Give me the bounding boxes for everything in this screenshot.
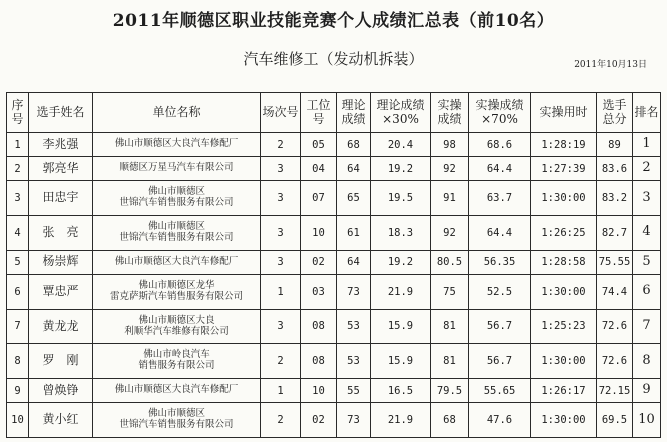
cell-practical-weighted: 68.6 — [469, 133, 531, 157]
cell-name: 曾焕铮 — [29, 379, 93, 403]
cell-org: 顺德区万星马汽车有限公司 — [93, 157, 261, 181]
cell-station: 10 — [301, 379, 337, 403]
cell-station: 02 — [301, 403, 337, 438]
cell-total: 74.4 — [597, 274, 633, 309]
cell-total: 69.5 — [597, 403, 633, 438]
cell-total: 72.6 — [597, 309, 633, 344]
cell-theory: 68 — [337, 133, 371, 157]
cell-name: 李兆强 — [29, 133, 93, 157]
cell-time: 1:28:58 — [531, 250, 597, 274]
report-date: 2011年10月13日 — [574, 60, 647, 70]
cell-org: 佛山市顺德区 世锦汽车销售服务有限公司 — [93, 216, 261, 251]
cell-name: 郭亮华 — [29, 157, 93, 181]
cell-theory: 73 — [337, 274, 371, 309]
header-time: 实操用时 — [531, 93, 597, 133]
cell-practical: 91 — [431, 181, 469, 216]
cell-index: 7 — [7, 309, 29, 344]
cell-time: 1:27:39 — [531, 157, 597, 181]
cell-practical-weighted: 56.35 — [469, 250, 531, 274]
cell-theory: 53 — [337, 309, 371, 344]
cell-index: 9 — [7, 379, 29, 403]
cell-theory-weighted: 16.5 — [371, 379, 431, 403]
cell-session: 3 — [261, 181, 301, 216]
cell-index: 4 — [7, 216, 29, 251]
cell-time: 1:30:00 — [531, 403, 597, 438]
header-row — [7, 93, 661, 133]
page-title: 2011年顺德区职业技能竞赛个人成绩汇总表（前10名） — [112, 11, 555, 31]
cell-practical-weighted: 63.7 — [469, 181, 531, 216]
header-org: 单位名称 — [93, 93, 261, 133]
table-row — [7, 309, 661, 344]
cell-rank: 10 — [633, 403, 661, 438]
cell-session: 3 — [261, 216, 301, 251]
table-row — [7, 181, 661, 216]
cell-total: 83.6 — [597, 157, 633, 181]
cell-practical: 68 — [431, 403, 469, 438]
cell-session: 2 — [261, 403, 301, 438]
cell-practical-weighted: 47.6 — [469, 403, 531, 438]
cell-time: 1:26:17 — [531, 379, 597, 403]
cell-theory: 61 — [337, 216, 371, 251]
cell-name: 罗 刚 — [29, 344, 93, 379]
table-row — [7, 403, 661, 438]
cell-org: 佛山市岭良汽车 销售服务有限公司 — [93, 344, 261, 379]
cell-time: 1:30:00 — [531, 181, 597, 216]
header-total: 选手总分 — [597, 93, 633, 133]
cell-station: 02 — [301, 250, 337, 274]
cell-total: 83.2 — [597, 181, 633, 216]
cell-rank: 4 — [633, 216, 661, 251]
cell-org: 佛山市顺德区大良汽车修配厂 — [93, 133, 261, 157]
cell-theory: 65 — [337, 181, 371, 216]
cell-theory: 55 — [337, 379, 371, 403]
cell-rank: 7 — [633, 309, 661, 344]
header-practical-weighted: 实操成绩×70% — [469, 93, 531, 133]
cell-practical: 81 — [431, 309, 469, 344]
cell-station: 10 — [301, 216, 337, 251]
cell-time: 1:30:00 — [531, 344, 597, 379]
cell-name: 田忠宇 — [29, 181, 93, 216]
cell-theory-weighted: 21.9 — [371, 403, 431, 438]
cell-theory: 64 — [337, 157, 371, 181]
cell-theory-weighted: 19.2 — [371, 250, 431, 274]
cell-theory-weighted: 19.5 — [371, 181, 431, 216]
cell-total: 82.7 — [597, 216, 633, 251]
cell-practical: 92 — [431, 157, 469, 181]
cell-rank: 2 — [633, 157, 661, 181]
cell-org: 佛山市顺德区 世锦汽车销售服务有限公司 — [93, 403, 261, 438]
cell-practical-weighted: 56.7 — [469, 344, 531, 379]
table-row — [7, 379, 661, 403]
cell-station: 03 — [301, 274, 337, 309]
cell-total: 72.6 — [597, 344, 633, 379]
cell-practical-weighted: 55.65 — [469, 379, 531, 403]
page-subtitle: 汽车维修工（发动机拆装） — [243, 50, 424, 68]
cell-session: 3 — [261, 309, 301, 344]
cell-time: 1:25:23 — [531, 309, 597, 344]
cell-theory-weighted: 15.9 — [371, 309, 431, 344]
cell-station: 08 — [301, 344, 337, 379]
cell-name: 覃忠严 — [29, 274, 93, 309]
cell-theory: 64 — [337, 250, 371, 274]
cell-rank: 8 — [633, 344, 661, 379]
cell-index: 10 — [7, 403, 29, 438]
cell-practical: 80.5 — [431, 250, 469, 274]
cell-rank: 1 — [633, 133, 661, 157]
cell-theory: 53 — [337, 344, 371, 379]
cell-time: 1:30:00 — [531, 274, 597, 309]
cell-session: 1 — [261, 379, 301, 403]
cell-name: 黄小红 — [29, 403, 93, 438]
header-station: 工位号 — [301, 93, 337, 133]
table-row — [7, 157, 661, 181]
cell-theory: 73 — [337, 403, 371, 438]
cell-practical-weighted: 64.4 — [469, 216, 531, 251]
header-practical: 实操成绩 — [431, 93, 469, 133]
cell-rank: 3 — [633, 181, 661, 216]
cell-name: 黄龙龙 — [29, 309, 93, 344]
cell-rank: 5 — [633, 250, 661, 274]
cell-practical: 81 — [431, 344, 469, 379]
cell-org: 佛山市顺德区大良 利顺华汽车维修有限公司 — [93, 309, 261, 344]
cell-practical-weighted: 56.7 — [469, 309, 531, 344]
table-row — [7, 250, 661, 274]
cell-session: 2 — [261, 344, 301, 379]
cell-index: 5 — [7, 250, 29, 274]
cell-index: 6 — [7, 274, 29, 309]
cell-station: 05 — [301, 133, 337, 157]
results-table — [6, 92, 661, 438]
table-row — [7, 344, 661, 379]
table-row — [7, 274, 661, 309]
cell-index: 8 — [7, 344, 29, 379]
cell-theory-weighted: 18.3 — [371, 216, 431, 251]
cell-org: 佛山市顺德区大良汽车修配厂 — [93, 379, 261, 403]
cell-theory-weighted: 15.9 — [371, 344, 431, 379]
cell-index: 3 — [7, 181, 29, 216]
cell-time: 1:26:25 — [531, 216, 597, 251]
header-index: 序号 — [7, 93, 29, 133]
cell-index: 1 — [7, 133, 29, 157]
cell-practical: 79.5 — [431, 379, 469, 403]
header-session: 场次号 — [261, 93, 301, 133]
cell-index: 2 — [7, 157, 29, 181]
cell-session: 2 — [261, 133, 301, 157]
header-theory-weighted: 理论成绩×30% — [371, 93, 431, 133]
table-row — [7, 133, 661, 157]
cell-station: 07 — [301, 181, 337, 216]
cell-name: 张 亮 — [29, 216, 93, 251]
cell-theory-weighted: 20.4 — [371, 133, 431, 157]
cell-theory-weighted: 21.9 — [371, 274, 431, 309]
cell-session: 1 — [261, 274, 301, 309]
header-rank: 排名 — [633, 93, 661, 133]
table-row — [7, 216, 661, 251]
cell-practical: 92 — [431, 216, 469, 251]
cell-station: 04 — [301, 157, 337, 181]
cell-total: 75.55 — [597, 250, 633, 274]
cell-rank: 6 — [633, 274, 661, 309]
cell-practical: 98 — [431, 133, 469, 157]
cell-practical-weighted: 64.4 — [469, 157, 531, 181]
cell-practical-weighted: 52.5 — [469, 274, 531, 309]
cell-org: 佛山市顺德区大良汽车修配厂 — [93, 250, 261, 274]
cell-org: 佛山市顺德区 世锦汽车销售服务有限公司 — [93, 181, 261, 216]
header-theory: 理论成绩 — [337, 93, 371, 133]
cell-practical: 75 — [431, 274, 469, 309]
cell-name: 杨崇辉 — [29, 250, 93, 274]
cell-theory-weighted: 19.2 — [371, 157, 431, 181]
cell-station: 08 — [301, 309, 337, 344]
cell-org: 佛山市顺德区龙华 雷克萨斯汽车销售服务有限公司 — [93, 274, 261, 309]
cell-session: 3 — [261, 157, 301, 181]
cell-session: 3 — [261, 250, 301, 274]
cell-total: 72.15 — [597, 379, 633, 403]
header-name: 选手姓名 — [29, 93, 93, 133]
cell-rank: 9 — [633, 379, 661, 403]
results-body — [7, 133, 661, 438]
cell-total: 89 — [597, 133, 633, 157]
cell-time: 1:28:19 — [531, 133, 597, 157]
